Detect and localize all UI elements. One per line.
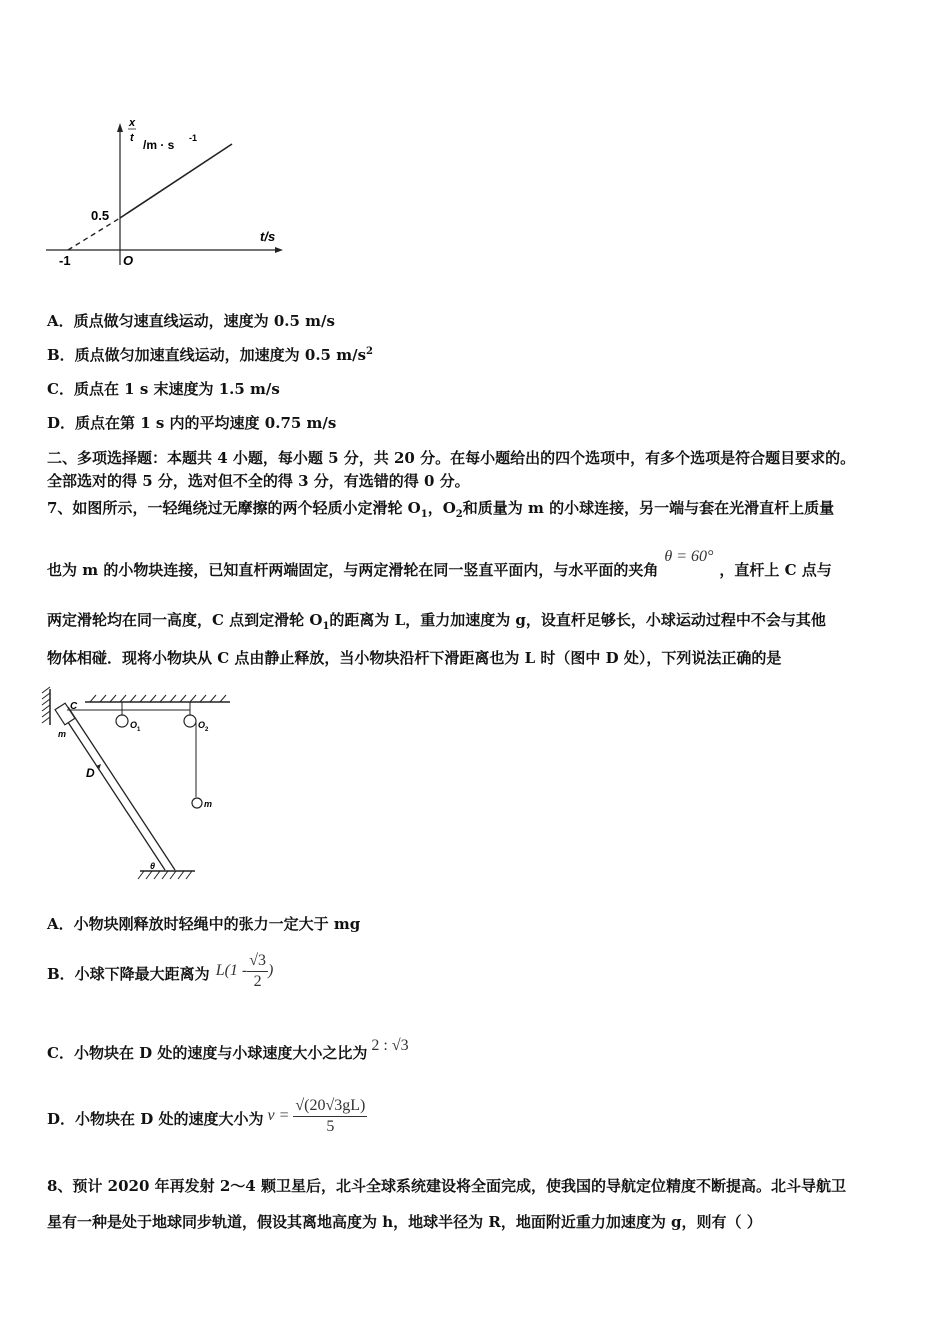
q6-option-a-text: A．质点做匀速直线运动，速度为 0.5 m/s [47, 312, 335, 330]
q7-l1-sub2: 2 [455, 509, 463, 520]
section2-line1 [47, 448, 855, 468]
q7-line2 [47, 548, 832, 581]
q7-option-b-text: B．小球下降最大距离为 [47, 965, 210, 983]
y-unit-exp: -1 [189, 133, 198, 143]
q7-l1-sub1: 1 [420, 509, 428, 520]
q7-l1b: ，O [427, 499, 456, 517]
q7-l3-sub: 1 [322, 621, 330, 632]
origin-label: O [123, 253, 134, 268]
q7-l3b: 的距离为 L，重力加速度为 g，设直杆足够长，小球运动过程中不会与其他 [329, 611, 826, 629]
q6-option-c [47, 379, 280, 399]
q6-option-d-text: D．质点在第 1 s 内的平均速度 0.75 m/s [47, 414, 337, 432]
q6-option-b [47, 345, 373, 365]
label-d: D [86, 766, 95, 780]
b-fraction [247, 951, 268, 992]
d-math-pre: v = [267, 1107, 290, 1124]
d-fraction [293, 1096, 367, 1137]
q7-line1 [47, 498, 834, 518]
label-c: C [70, 701, 78, 712]
intercept-label: 0.5 [91, 208, 110, 223]
q7-option-b [47, 950, 273, 999]
label-m-left: m [58, 729, 67, 739]
q8-line2 [47, 1212, 762, 1232]
section2-line2 [47, 471, 470, 491]
q7-option-d [47, 1095, 367, 1144]
y-unit: /m · s [143, 138, 175, 152]
velocity-time-graph [40, 110, 290, 275]
q7-option-d-text: D．小物块在 D 处的速度大小为 [47, 1110, 264, 1128]
q7-option-c-text: C．小物块在 D 处的速度与小球速度大小之比为 [47, 1044, 368, 1062]
q7-l1c: 和质量为 m 的小球连接，另一端与套在光滑直杆上质量 [462, 499, 835, 517]
label-o2: O [198, 720, 206, 730]
b-math-post: ) [268, 962, 274, 979]
d-frac-num: √(20√3gL) [293, 1096, 367, 1117]
b-frac-num: √3 [247, 951, 268, 972]
pulley-diagram [40, 685, 240, 885]
q7-option-a-text: A．小物块刚释放时轻绳中的张力一定大于 mg [47, 915, 361, 933]
q6-option-b-text: B．质点做匀加速直线运动，加速度为 0.5 m/s [47, 346, 367, 364]
d-frac-den: 5 [326, 1117, 335, 1135]
q8-line1 [47, 1176, 846, 1196]
q7-l2b: ，直杆上 C 点与 [719, 561, 832, 579]
q6-option-a [47, 311, 335, 331]
q7-l4: 物体相碰．现将小物块从 C 点由静止释放，当小物块沿杆下滑距离也为 L 时（图中 D 处），下列说法正确的是 [47, 649, 782, 667]
q7-option-c [47, 1037, 409, 1064]
q6-option-c-text: C．质点在 1 s 末速度为 1.5 m/s [47, 380, 280, 398]
label-theta: θ [150, 861, 156, 871]
section2-line1-text: 二、多项选择题：本题共 4 小题，每小题 5 分，共 20 分。在每小题给出的四个选项中，有多个选项是符合题目要求的。 [47, 449, 856, 467]
c-math: 2 : √3 [371, 1037, 409, 1054]
theta-expression: θ = 60° [664, 548, 714, 565]
neg-one-label: -1 [59, 253, 71, 268]
label-o2-sub: 2 [205, 727, 209, 733]
x-axis-label: t/s [260, 229, 276, 244]
q7-l2a: 也为 m 的小物块连接，已知直杆两端固定，与两定滑轮在同一竖直平面内，与水平面的夹角 [47, 561, 659, 579]
b-math-pre: L(1 - [215, 962, 248, 979]
q7-l1a: 7、如图所示，一轻绳绕过无摩擦的两个轻质小定滑轮 O [47, 499, 421, 517]
q8-line2-text: 星有一种是处于地球同步轨道，假设其离地高度为 h，地球半径为 R，地面附近重力加速度为 g，则有（ ） [47, 1213, 762, 1231]
q8-line1-text: 8、预计 2020 年再发射 2～4 颗卫星后，北斗全球系统建设将全面完成，使我国的导航定位精度不断提高。北斗导航卫 [47, 1177, 846, 1195]
section2-line2-text: 全部选对的得 5 分，选对但不全的得 3 分，有选错的得 0 分。 [47, 472, 470, 490]
q6-option-b-exp: 2 [366, 346, 373, 357]
y-axis-num: x [129, 117, 136, 129]
b-frac-den: 2 [253, 972, 262, 990]
label-o1: O [130, 720, 138, 730]
y-axis-den: t [130, 132, 134, 144]
q7-line4 [47, 648, 781, 668]
q7-option-a [47, 914, 360, 934]
q6-option-d [47, 413, 336, 433]
q7-l3a: 两定滑轮均在同一高度，C 点到定滑轮 O [47, 611, 323, 629]
q7-line3 [47, 610, 826, 630]
label-m-ball: m [204, 799, 213, 809]
label-o1-sub: 1 [137, 727, 141, 733]
